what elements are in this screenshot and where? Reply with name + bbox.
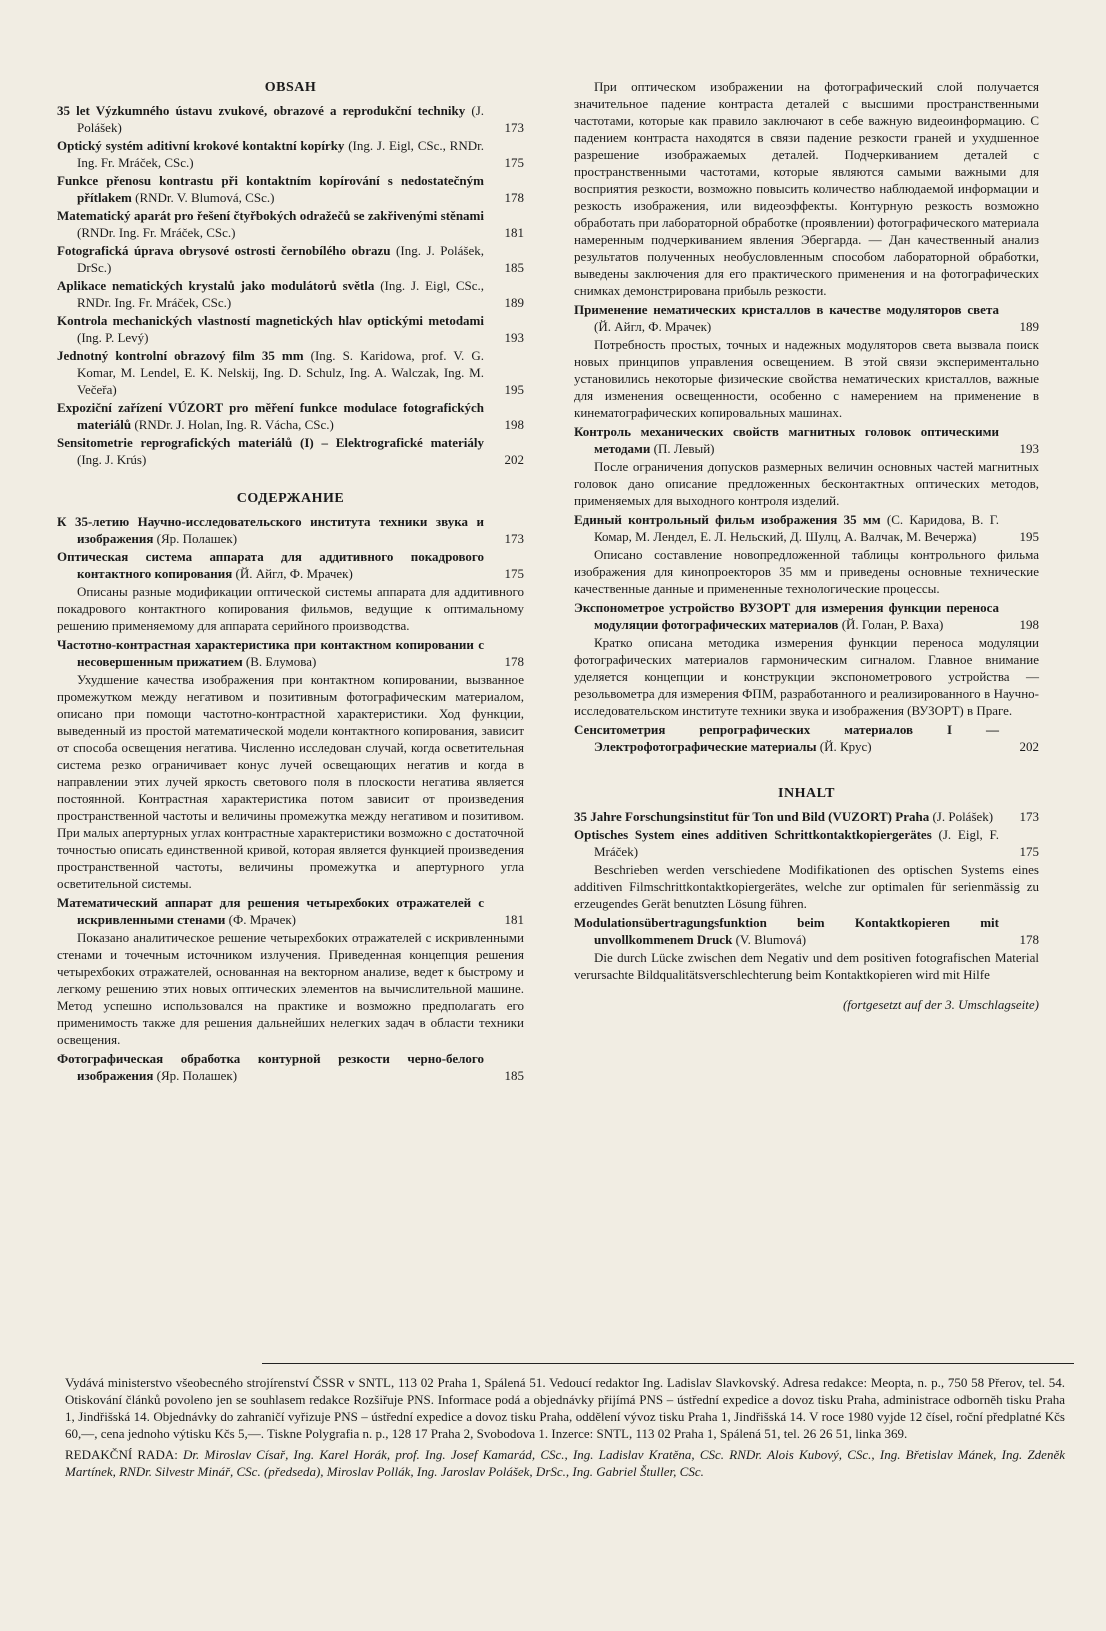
entry-title: Фотографическая обработка контурной резкости черно-белого изображения [57, 1051, 484, 1083]
entry-authors: (П. Левый) [650, 441, 715, 456]
entry-title: Jednotný kontrolní obrazový film 35 mm [57, 348, 304, 363]
entry-authors: (Яр. Полашек) [153, 531, 238, 546]
entry-page: 198 [1019, 617, 1039, 632]
toc-entry [57, 1050, 524, 1084]
toc-entry [57, 513, 524, 547]
entry-abstract: Beschrieben werden verschiedene Modifikationen des optischen Systems eines additiven Filmschrittkontaktkopiergerätes, welche zur optimalen für serienmässig zu erzeugendes Gerät benutzten Lösung führen. [574, 862, 1039, 911]
entry-authors: (V. Blumová) [732, 932, 807, 947]
entry-page: 195 [504, 382, 524, 397]
toc-entry [574, 599, 1039, 633]
toc-entry [57, 636, 524, 670]
toc-entry [57, 399, 524, 433]
obsah-list [57, 102, 524, 468]
right-column [574, 78, 1039, 1013]
entry-page: 173 [504, 120, 524, 135]
toc-entry [574, 511, 1039, 545]
editorial-board [65, 1446, 1065, 1480]
entry-title: Применение нематических кристаллов в качестве модуляторов света [574, 302, 999, 317]
toc-entry [57, 102, 524, 136]
entry-page: 173 [504, 531, 524, 546]
toc-entry [574, 808, 1039, 825]
toc-entry [57, 207, 524, 241]
entry-abstract: При оптическом изображении на фотографический слой получается значительное падение контраста деталей с высшими пространственными частотами, которые как правило заключают в себе важную видеоинформацию. С падением контраста находятся в связи падение резкости граней и ухудшенное разрешение изображаемых деталей. Подчеркиванием деталей с пространственными частотами, которые являются самыми важными для восприятия резкости, возможно повысить количество наблюдаемой информации и резкость изображения, или видеоэффекты. Контурную резкость возможно обработать при лабораторной обработке (проявлении) фотографического материала намеренным подчеркиванием явления Эбергарда. — Дан качественный анализ результатов полученных необусловленным способом лабораторной обработки, выведены заключения для его практического применения и на фотографических снимках демонстрирована прибыль резкости. [574, 79, 1039, 298]
entry-title: Expoziční zařízení VÚZORT pro měření funkce modulace fotografických materiálů [57, 400, 484, 432]
continued-note: (fortgesetzt auf der 3. Umschlagseite) [842, 997, 1039, 1012]
soderzhanie-heading: СОДЕРЖАНИЕ [236, 491, 345, 506]
entry-page: 193 [504, 330, 524, 345]
entry-title: Экспонометрое устройство ВУЗОРТ для измерения функции переноса модуляции фотографических материалов [574, 600, 999, 632]
entry-authors: (Яр. Полашек) [153, 1068, 238, 1083]
entry-title: Funkce přenosu kontrastu při kontaktním kopírování s nedostatečným přítlakem [57, 173, 484, 205]
toc-entry [57, 172, 524, 206]
entry-authors: (В. Блумова) [242, 654, 317, 669]
toc-entry [57, 434, 524, 468]
entry-title: Optický systém aditivní krokové kontaktní kopírky [57, 138, 345, 153]
imprint [65, 1374, 1065, 1484]
toc-entry [574, 826, 1039, 860]
left-column [57, 78, 524, 1085]
entry-title: Aplikace nematických krystalů jako modulátorů světla [57, 278, 375, 293]
entry-abstract: Ухудшение качества изображения при контактном копировании, вызванное промежутком между негативом и позитивным фотографическим материалом, описано при помощи частотно-контрастной характеристики. Ход функции, выведенный из простой математической модели контактного копирования, зависит от способа освещения негатива. Численно исследован случай, когда осветительная система резко ограничивает конус лучей освещающих негатив и когда в направлении этих лучей яркость светового поля в плоскости негатива является постоянной. Контрастная характеристика потом зависит от произведения пространственной частоты и величины промежутка между негативом и позитивом. При малых апертурных углах контрастные характеристики возможно с достаточной точностью описать единственной кривой, которая является функцией произведения пространственной частоты, величины промежутка и апертурного угла осветительной системы. [57, 672, 524, 891]
entry-page: 202 [1019, 739, 1039, 754]
board-label: REDAKČNÍ RADA: [65, 1447, 178, 1462]
entry-title: Optisches System eines additiven Schrittkontaktkopiergerätes [574, 827, 932, 842]
entry-authors: (Й. Голан, Р. Ваха) [838, 617, 944, 632]
entry-page: 175 [504, 566, 524, 581]
entry-title: К 35-летию Научно-исследовательского института техники звука и изображения [57, 514, 484, 546]
entry-page: 173 [1019, 809, 1039, 824]
entry-authors: (J. Polášek) [929, 809, 994, 824]
entry-authors: (Ing. P. Levý) [77, 330, 149, 345]
entry-title: Частотно-контрастная характеристика при контактном копировании с несовершенным прижатием [57, 637, 484, 669]
entry-authors: (J. Polášek) [77, 103, 485, 135]
toc-entry [574, 423, 1039, 457]
soderzhanie-list-left [57, 513, 524, 1084]
entry-page: 198 [504, 417, 524, 432]
entry-page: 189 [504, 295, 524, 310]
entry-page: 178 [1019, 932, 1039, 947]
entry-authors: (RNDr. Ing. Fr. Mráček, CSc.) [77, 225, 236, 240]
entry-authors: (RNDr. V. Blumová, CSc.) [131, 190, 275, 205]
entry-title: 35 let Výzkumného ústavu zvukové, obrazové a reprodukční techniky [57, 103, 466, 118]
entry-abstract: Показано аналитическое решение четырехбоких отражателей с искривленными стенами и точечным источником излучения. Приведенная концепция решения четырехбоких отражателей, основанная на векторном анализе, ведет к быстрому и легкому решению этих новых оптических элементов на вычислительной машине. Метод успешно использовался на практике и возможно предполагать его применимость также для решения дальнейших нелегких задач в области техники освещения. [57, 930, 524, 1047]
entry-title: Сенситометрия репрографических материалов I — Электрофотографические материалы [574, 722, 999, 754]
entry-page: 189 [1019, 319, 1039, 334]
inhalt-list [574, 808, 1039, 983]
entry-authors: (Ing. J. Krús) [77, 452, 147, 467]
entry-page: 185 [504, 260, 524, 275]
entry-page: 195 [1019, 529, 1039, 544]
toc-entry [57, 277, 524, 311]
entry-page: 202 [504, 452, 524, 467]
toc-entry [574, 914, 1039, 948]
entry-authors: (Ing. J. Polášek, DrSc.) [77, 243, 484, 275]
entry-title: 35 Jahre Forschungsinstitut für Ton und Bild (VUZORT) Praha [574, 809, 930, 824]
publisher-info: Vydává ministerstvo všeobecného strojírenství ČSSR v SNTL, 113 02 Praha 1, Spálená 51. Vedoucí redaktor Ing. Ladislav Slavkovský. Adresa redakce: Meopta, n. p., 750 58 Přerov, tel. 54. Otiskování článků povoleno jen se souhlasem redakce Rozšiřuje PNS. Informace podá a objednávky přijímá PNS – ústřední expedice a dovoz tisku Praha, administrace odborněh tisku Praha 1, Jindřišská 14. Objednávky do zahraničí vyřizuje PNS – ústřední expedice a dovoz tisku Praha, oddělení vývoz tisku Praha 1, Jindřišská 14. V roce 1980 vyjde 12 čísel, roční předplatné Kčs 60,—, cena jednoho výtisku Kčs 5,—. Tiskne Polygrafia n. p., 128 17 Praha 2, Svobodova 1. Inzerce: SNTL, 113 02 Praha 1, Spálená 51, tel. 26 26 51, linka 369. [65, 1375, 1065, 1441]
board-members: Dr. Miroslav Císař, Ing. Karel Horák, prof. Ing. Josef Kamarád, CSc., Ing. Ladislav Kratěna, CSc. RNDr. Alois Kubový, CSc., Ing. Břetislav Mánek, Ing. Zdeněk Martínek, RNDr. Silvestr Minář, CSc. (předseda), Miroslav Pollák, Ing. Jaroslav Polášek, DrSc., Ing. Gabriel Štuller, CSc. [65, 1447, 1065, 1479]
entry-page: 178 [504, 654, 524, 669]
entry-title: Математический аппарат для решения четырехбоких отражателей с искривленными стенами [57, 895, 484, 927]
toc-entry [57, 137, 524, 171]
obsah-heading: OBSAH [264, 80, 317, 95]
entry-page: 181 [504, 912, 524, 927]
entry-authors: (Ing. J. Eigl, CSc., RNDr. Ing. Fr. Mráček, CSc.) [77, 278, 485, 310]
toc-entry [57, 347, 524, 398]
entry-page: 175 [1019, 844, 1039, 859]
entry-title: Kontrola mechanických vlastností magnetických hlav optickými metodami [57, 313, 484, 328]
entry-title: Modulationsübertragungsfunktion beim Kontaktkopieren mit unvollkommenem Druck [574, 915, 999, 947]
toc-entry [57, 242, 524, 276]
entry-abstract: После ограничения допусков размерных величин основных частей магнитных головок дано описание предложенных бесконтактных оптических методов, применяемых для выходного контроля изделий. [574, 459, 1039, 508]
toc-entry [57, 548, 524, 582]
entry-authors: (Й. Айгл, Ф. Мрачек) [232, 566, 353, 581]
entry-authors: (Ing. J. Eigl, CSc., RNDr. Ing. Fr. Mráček, CSc.) [77, 138, 484, 170]
entry-title: Sensitometrie reprografických materiálů (I) – Elektrografické materiály [57, 435, 484, 450]
entry-page: 178 [504, 190, 524, 205]
entry-abstract: Описано составление новопредложенной таблицы контрольного фильма изображения для кинопроекторов 35 мм и приведены основные технические качественные данные и примененные технологические процессы. [574, 547, 1039, 596]
entry-title: Matematický aparát pro řešení čtyřbokých odražečů se zakřivenými stěnami [57, 208, 484, 223]
entry-page: 193 [1019, 441, 1039, 456]
entry-abstract: Кратко описана методика измерения функции переноса модуляции фотографических материалов гармоническим сигналом. Главное внимание уделяется концепции и конструкции экспонометрового устройства — резольвометра для измерения ФПМ, разработанного и реализированного в Научно-исследовательском институте техники звука и изображения (ВУЗОРТ) в Праге. [574, 635, 1039, 718]
entry-authors: (Й. Айгл, Ф. Мрачек) [594, 319, 712, 334]
inhalt-heading: INHALT [778, 786, 835, 801]
toc-entry [574, 721, 1039, 755]
entry-title: Контроль механических свойств магнитных головок оптическими методами [574, 424, 999, 456]
entry-authors: (Ф. Мрачек) [225, 912, 296, 927]
entry-authors: (RNDr. J. Holan, Ing. R. Vácha, CSc.) [131, 417, 334, 432]
entry-title: Fotografická úprava obrysové ostrosti černobílého obrazu [57, 243, 391, 258]
footer-divider [262, 1363, 1074, 1364]
entry-page: 181 [504, 225, 524, 240]
entry-title: Оптическая система аппарата для аддитивного покадрового контактного копирования [57, 549, 484, 581]
toc-entry [574, 301, 1039, 335]
entry-abstract: Потребность простых, точных и надежных модуляторов света вызвала поиск новых принципов управления освещением. В этой связи экспериментально установились некоторые физические свойства нематических кристаллов, важные для изменения освещенности, особенно с намерением на применение в кинематографических копировальных машинах. [574, 337, 1039, 420]
entry-abstract: Описаны разные модификации оптической системы аппарата для аддитивного покадрового контактного копирования фильмов, ведущие к оптимальному решению применяемому для аппарата серийного производства. [57, 584, 524, 633]
entry-authors: (Й. Крус) [816, 739, 872, 754]
entry-authors: (Ing. S. Karidowa, prof. V. G. Komar, M. Lendel, E. K. Nelskij, Ing. D. Schulz, Ing. A. Walczak, Ing. M. Večeřa) [77, 348, 484, 397]
entry-abstract: Die durch Lücke zwischen dem Negativ und dem positiven fotografischen Material verursachte Bildqualitätsverschlechterung beim Kontaktkopieren wird mit Hilfe [574, 950, 1039, 982]
entry-authors: (С. Каридова, В. Г. Комар, М. Лендел, Е. Л. Нельский, Д. Шулц, А. Валчак, М. Вечержа) [594, 512, 999, 544]
entry-authors: (J. Eigl, F. Mráček) [594, 827, 999, 859]
entry-page: 185 [504, 1068, 524, 1083]
entry-page: 175 [504, 155, 524, 170]
toc-entry [57, 312, 524, 346]
entry-title: Единый контрольный фильм изображения 35 мм [574, 512, 881, 527]
toc-entry [57, 894, 524, 928]
